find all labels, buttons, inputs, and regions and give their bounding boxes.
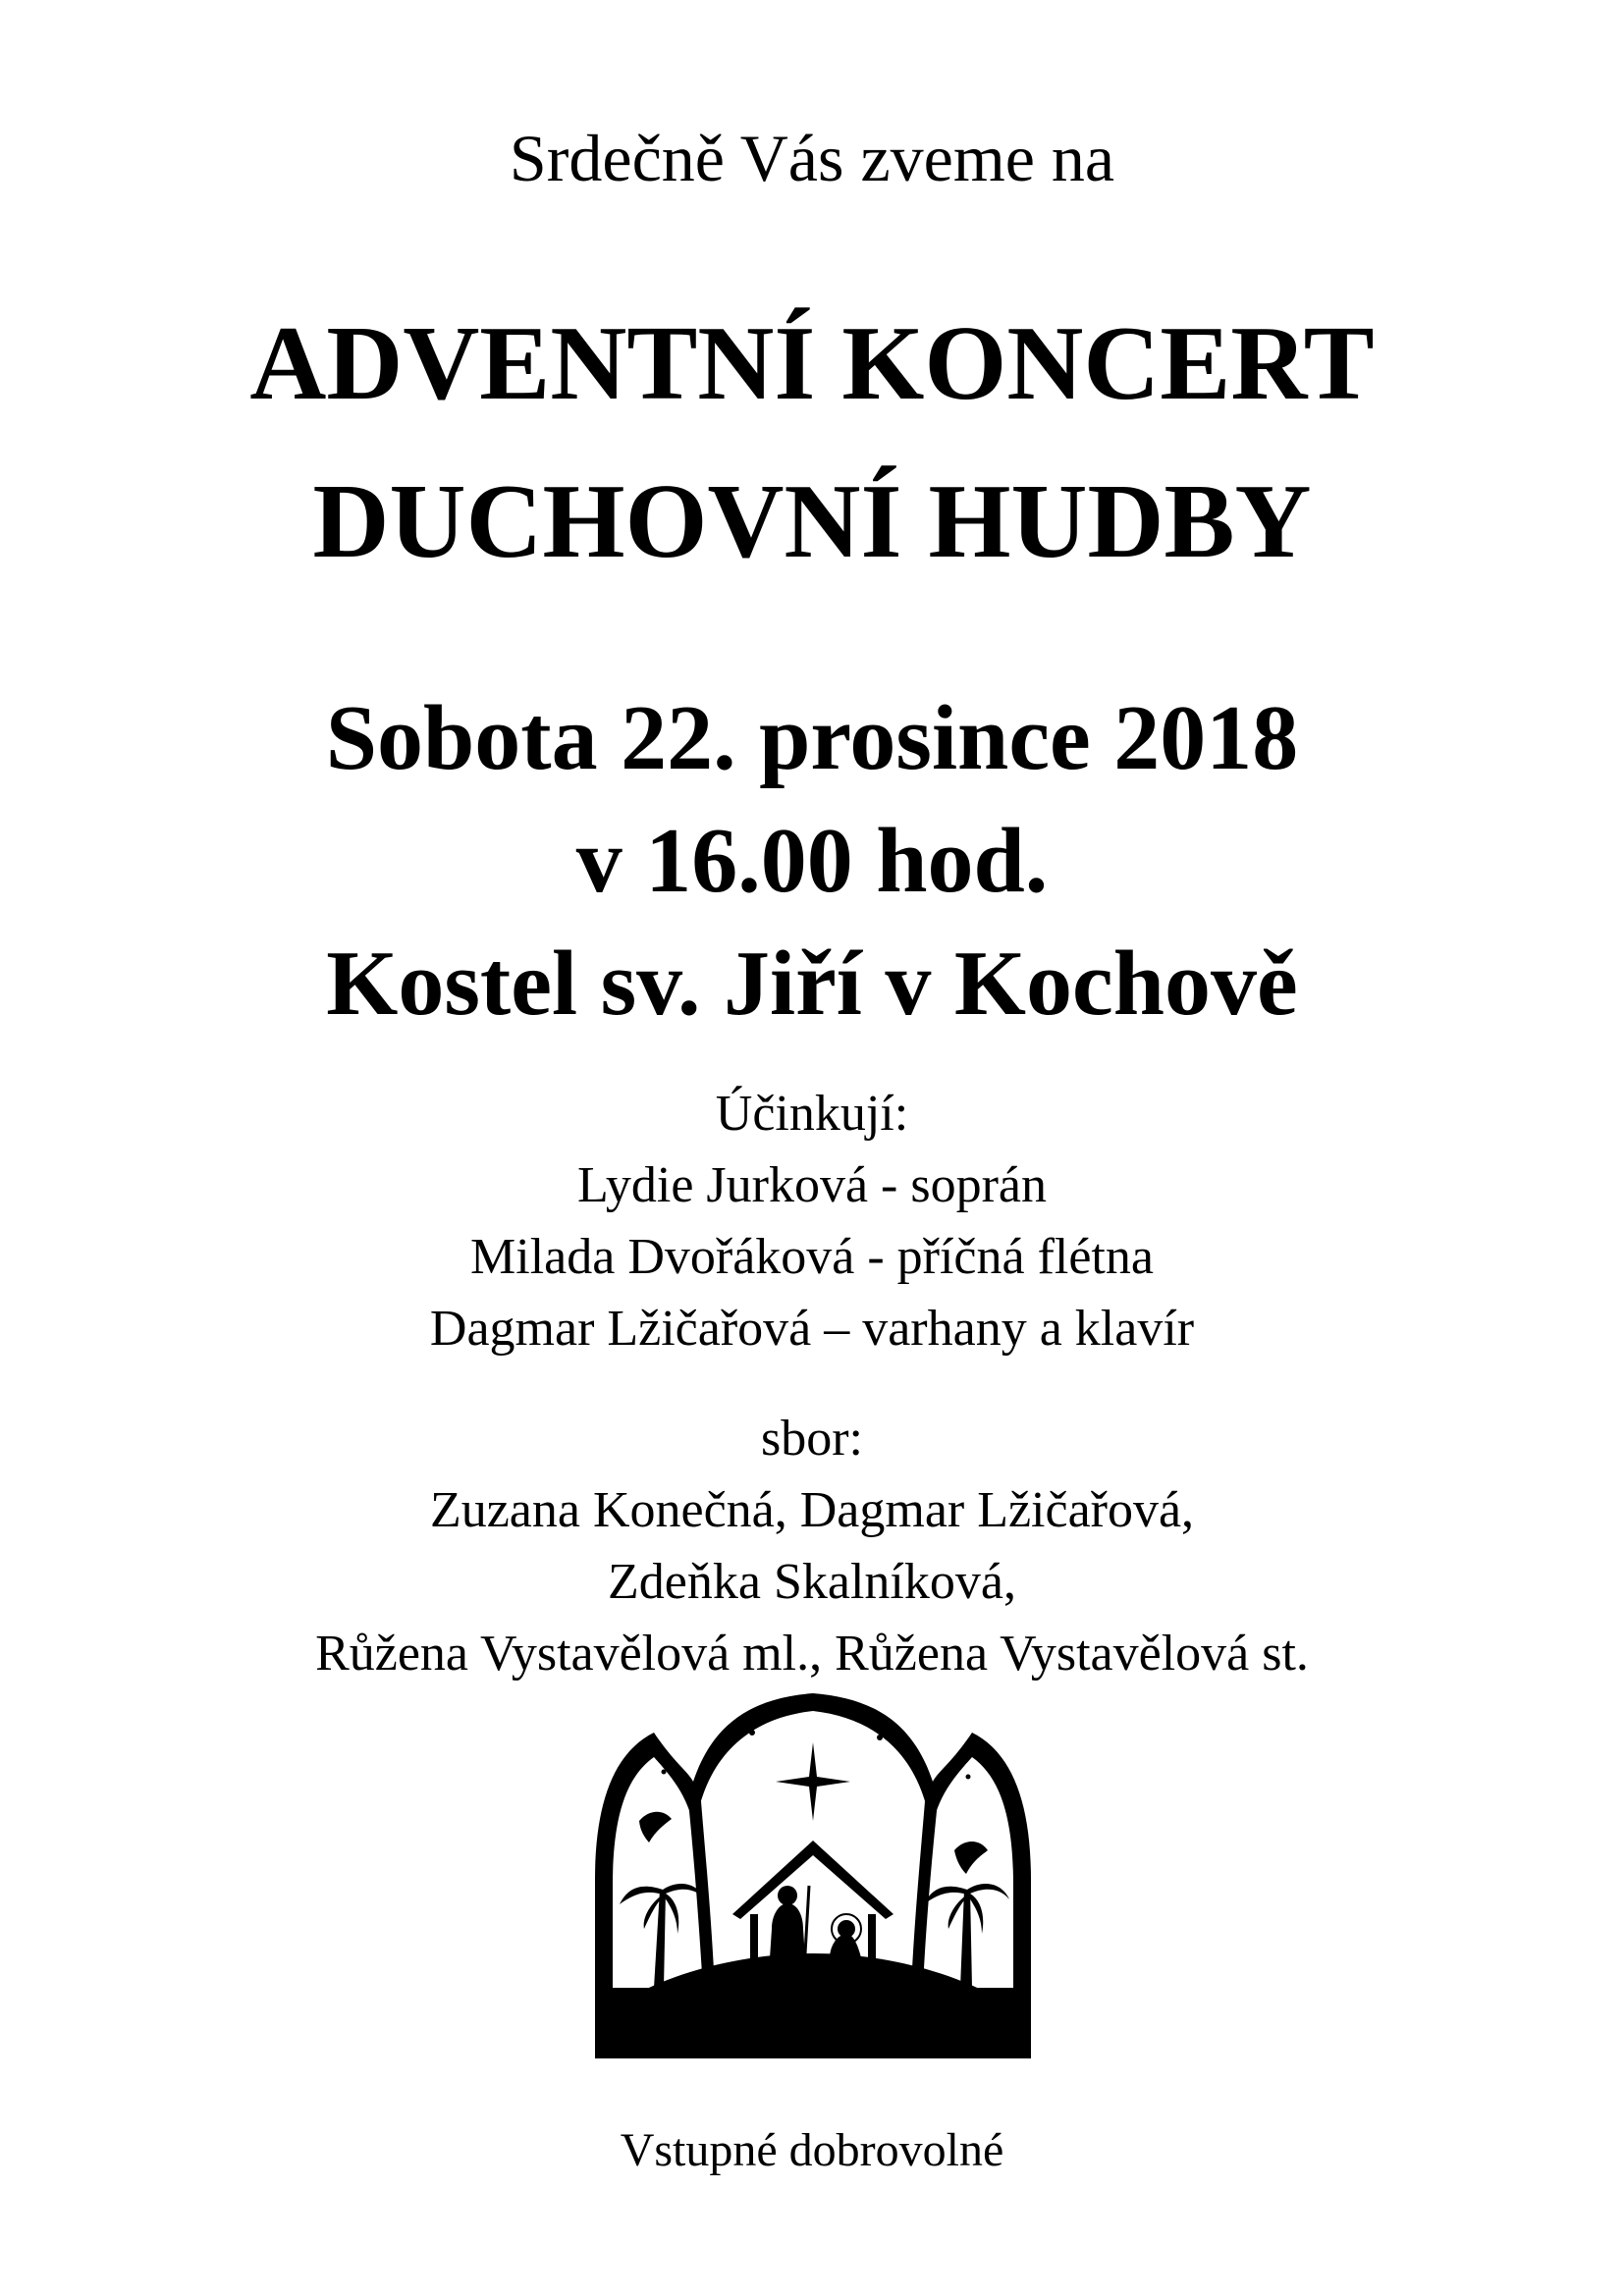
event-time: v 16.00 hod. <box>575 810 1049 912</box>
performer-item: Lydie Jurková - soprán <box>576 1157 1047 1213</box>
performer-item: Milada Dvořáková - příčná flétna <box>470 1229 1154 1285</box>
event-place: Kostel sv. Jiří v Kochově <box>326 933 1298 1035</box>
title-line-2: DUCHOVNÍ HUDBY <box>312 463 1312 580</box>
nativity-silhouette-icon <box>595 1693 1031 2058</box>
title-line-1: ADVENTNÍ KONCERT <box>249 305 1375 422</box>
choir-line: Zdeňka Skalníková, <box>608 1554 1016 1610</box>
choir-line: Zuzana Konečná, Dagmar Lžičařová, <box>429 1482 1195 1538</box>
performer-item: Dagmar Lžičařová – varhany a klavír <box>429 1301 1195 1357</box>
choir-line: Růžena Vystavělová ml., Růžena Vystavělová st. <box>315 1626 1309 1682</box>
choir-heading: sbor: <box>761 1411 863 1467</box>
performers-heading: Účinkují: <box>715 1086 909 1142</box>
entry-note: Vstupné dobrovolné <box>620 2124 1004 2176</box>
event-date: Sobota 22. prosince 2018 <box>325 687 1299 789</box>
invitation-text: Srdečně Vás zveme na <box>509 121 1115 195</box>
